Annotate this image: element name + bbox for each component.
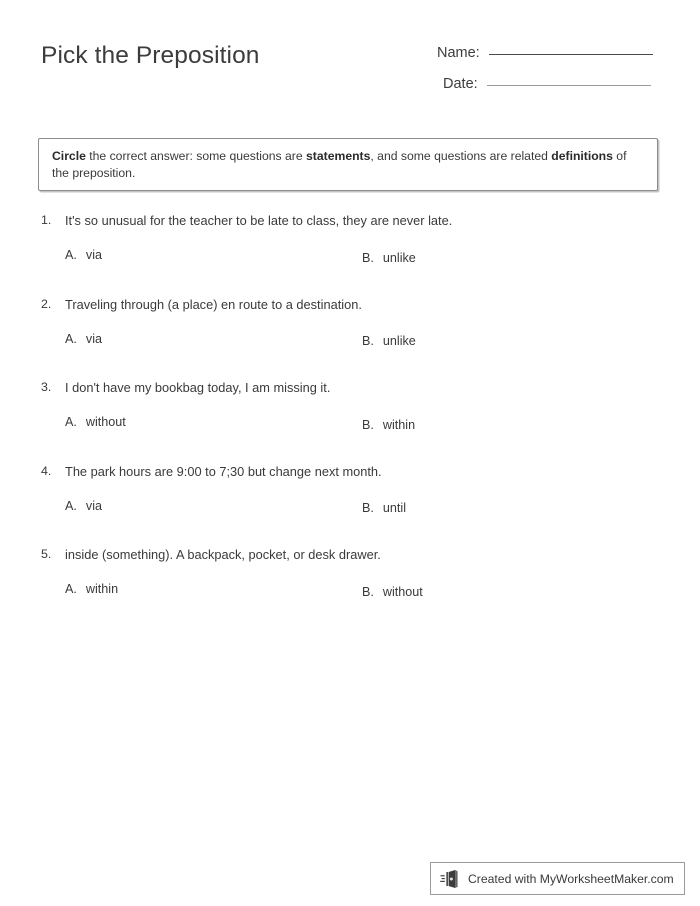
answer-option-text: via [85, 498, 103, 513]
question-prompt-row [41, 296, 670, 313]
answer-option-a[interactable] [65, 247, 102, 264]
question-options [0, 414, 700, 444]
question-item [0, 212, 700, 296]
question-prompt-row [41, 212, 670, 229]
instruction-segment-4: definitions [551, 149, 613, 163]
question-options [0, 331, 700, 361]
worksheet-maker-logo-icon [440, 869, 462, 889]
question-item [0, 296, 700, 380]
answer-option-letter: B. [362, 417, 374, 432]
answer-option-letter: A. [65, 415, 77, 429]
answer-option-text: unlike [382, 250, 416, 265]
question-text: inside (something). A backpack, pocket, or desk drawer. [65, 547, 381, 562]
date-field-input-line[interactable] [487, 85, 651, 86]
answer-option-text: without [382, 584, 423, 599]
answer-option-a[interactable] [65, 498, 102, 515]
instruction-segment-2: statements [306, 149, 371, 163]
question-text: I don't have my bookbag today, I am missing it. [65, 380, 331, 395]
question-text: It's so unusual for the teacher to be late to class, they are never late. [65, 213, 453, 228]
answer-option-a[interactable] [65, 414, 126, 431]
worksheet-header [0, 0, 700, 120]
instruction-segment-0: Circle [52, 149, 86, 163]
page-title: Pick the Preposition [41, 42, 260, 69]
answer-option-letter: A. [65, 498, 77, 513]
question-options [0, 498, 700, 528]
question-options [0, 247, 700, 277]
footer-badge [430, 862, 685, 895]
questions-list [0, 212, 700, 630]
answer-option-letter: A. [65, 331, 77, 346]
answer-option-text: within [85, 582, 119, 596]
answer-option-text: until [382, 501, 407, 515]
question-options [0, 581, 700, 611]
answer-option-letter: B. [362, 250, 374, 265]
question-text: Traveling through (a place) en route to a destination. [65, 296, 362, 312]
instructions-text [52, 148, 643, 181]
question-item [0, 546, 700, 630]
answer-option-b[interactable] [362, 500, 406, 517]
answer-option-a[interactable] [65, 581, 118, 598]
name-field-input-line[interactable] [489, 54, 653, 55]
answer-option-letter: B. [362, 501, 374, 515]
question-prompt-row [41, 379, 670, 396]
question-number: 3. [41, 380, 52, 394]
answer-option-text: within [382, 417, 416, 432]
instructions-box [38, 138, 658, 191]
question-prompt-row [41, 463, 670, 480]
question-text: The park hours are 9:00 to 7;30 but change next month. [65, 463, 382, 479]
question-number: 5. [41, 547, 52, 561]
question-prompt-row [41, 546, 670, 563]
date-field-row [443, 76, 651, 96]
question-number: 1. [41, 213, 52, 227]
question-item [0, 463, 700, 547]
answer-option-text: via [85, 331, 103, 346]
instruction-segment-1: the correct answer: some questions are [85, 149, 307, 163]
question-item [0, 379, 700, 463]
answer-option-text: without [85, 415, 126, 429]
answer-option-letter: B. [362, 584, 374, 599]
answer-option-letter: A. [65, 248, 77, 262]
answer-option-b[interactable] [362, 584, 423, 601]
answer-option-b[interactable] [362, 333, 416, 350]
instruction-segment-3: , and some questions are related [370, 149, 552, 163]
answer-option-text: unlike [382, 334, 416, 348]
answer-option-text: via [85, 248, 103, 262]
instruction-segment-5: of the preposition. [52, 149, 627, 180]
date-field-label: Date: [443, 76, 478, 92]
answer-option-letter: A. [65, 582, 77, 596]
name-field-row [437, 45, 653, 65]
name-field-label: Name: [437, 45, 480, 61]
question-number: 2. [41, 296, 52, 311]
answer-option-b[interactable] [362, 250, 416, 267]
footer-credit-text: Created with MyWorksheetMaker.com [468, 871, 674, 886]
question-number: 4. [41, 463, 52, 478]
answer-option-letter: B. [362, 334, 374, 348]
answer-option-b[interactable] [362, 417, 415, 434]
answer-option-a[interactable] [65, 331, 102, 348]
